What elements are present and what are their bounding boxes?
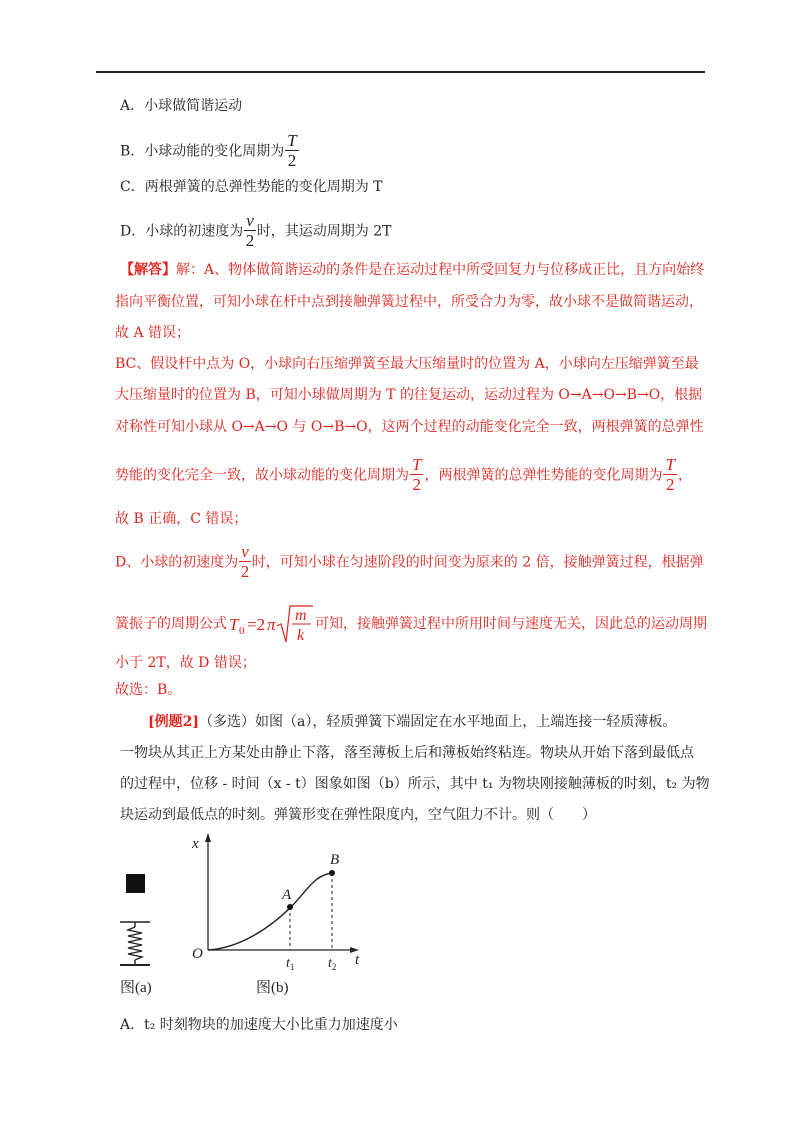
t2-label: $t_2$ — [328, 956, 337, 972]
frac-den: 2 — [665, 475, 675, 494]
answer-line-5: 大压缩量时的位置为 B，可知小球做周期为 T 的往复运动，运动过程为 O→A→O→B→O，根据 — [115, 387, 703, 403]
option-d-tail: 时，其运动周期为 2T — [256, 223, 392, 240]
block-shape — [126, 874, 145, 893]
spring-coil — [128, 927, 142, 960]
fraction-T-over-2 — [663, 456, 676, 495]
caption-a: 图(a) — [120, 980, 152, 996]
period-formula-svg — [227, 602, 315, 646]
example-line-4: 块运动到最低点的时刻。弹簧形变在弹性限度内，空气阻力不计。则（ ） — [120, 807, 596, 823]
frac-num: T — [287, 131, 297, 150]
formula-pi: π — [267, 615, 276, 634]
xt-curve — [208, 873, 332, 950]
frac-num: v — [246, 211, 254, 230]
answer-line-3: 故 A 错误； — [115, 325, 191, 341]
header-rule — [96, 71, 705, 73]
answer-line-12: 故选：B。 — [115, 682, 182, 698]
answer-text: 解：A、物体做简谐运动的条件是在运动过程中所受回复力与位移成正比，且方向始终 — [176, 262, 705, 278]
example-line-1 — [148, 713, 676, 731]
example-text: （多选）如图（a），轻质弹簧下端固定在水平地面上，上端连接一轻质薄板。 — [199, 714, 677, 730]
frac-num: T — [665, 455, 675, 474]
answer-text: 簧振子的周期公式 — [115, 616, 227, 632]
answer-line-6: 对称性可知小球从 O→A→O 与 O→B→O，这两个过程的动能变化完全一致，两根弹簧的总弹性 — [115, 419, 704, 435]
fraction-T-over-2 — [410, 456, 423, 495]
answer-line-7 — [115, 456, 692, 495]
frac-num: T — [412, 455, 422, 474]
answer-line-10 — [115, 602, 707, 646]
answer-line-1 — [120, 261, 704, 279]
option-c: C．两根弹簧的总弹性势能的变化周期为 T — [120, 179, 383, 195]
option-a: A．小球做简谐运动 — [120, 98, 243, 114]
frac-den: 2 — [287, 151, 297, 170]
t1-label: $t_1$ — [286, 956, 295, 972]
example-line-3: 的过程中，位移 - 时间（x - t）图象如图（b）所示，其中 t₁ 为物块刚接触薄板的时刻，t₂ 为物 — [120, 776, 710, 792]
fraction-v-over-2 — [244, 212, 256, 251]
xt-graph — [191, 833, 360, 972]
question-option-a: A．t₂ 时刻物块的加速度大小比重力加速度小 — [120, 1017, 398, 1033]
option-d-text: D．小球的初速度为 — [120, 223, 244, 240]
point-a-label: A — [282, 887, 292, 903]
point-b-label: B — [330, 852, 340, 868]
answer-text: ， — [677, 467, 692, 484]
frac-den: 2 — [412, 475, 421, 494]
answer-text: D、小球的初速度为 — [115, 554, 239, 571]
option-d — [120, 212, 391, 251]
answer-text: 可知，接触弹簧过程中所用时间与速度无关，因此总的运动周期 — [315, 616, 707, 632]
origin-label: O — [192, 946, 203, 962]
fraction-T-over-2 — [285, 132, 298, 171]
option-b-text: B．小球动能的变化周期为 — [120, 143, 285, 160]
option-b — [120, 132, 300, 171]
formula-sub-0: 0 — [239, 625, 245, 637]
frac-den: 2 — [245, 231, 255, 250]
answer-line-4: BC、假设杆中点为 O，小球向右压缩弹簧至最大压缩量时的位置为 A，小球向左压缩弹簧至最 — [115, 356, 699, 372]
answer-line-8: 故 B 正确，C 错误； — [115, 511, 248, 527]
x-axis-arrow — [205, 833, 211, 842]
answer-text: 时，可知小球在匀速阶段的时间变为原来的 2 倍，接触弹簧过程，根据弹 — [251, 554, 704, 571]
formula-eq: =2 — [247, 615, 266, 634]
period-formula — [227, 602, 315, 646]
frac-num: v — [241, 542, 249, 561]
caption-b: 图(b) — [256, 980, 289, 996]
answer-text: 势能的变化完全一致，故小球动能的变化周期为 — [115, 467, 409, 484]
x-axis-label: x — [192, 836, 199, 852]
figure-group — [110, 830, 370, 1000]
answer-line-2: 指向平衡位置，可知小球在杆中点到接触弹簧过程中，所受合力为零，故小球不是做简谐运动， — [115, 294, 703, 310]
example-tag: [例题2] — [148, 714, 199, 730]
answer-tag: 【解答】 — [120, 262, 176, 278]
answer-line-11: 小于 2T，故 D 错误； — [115, 655, 256, 671]
answer-text: ，两根弹簧的总弹性势能的变化周期为 — [424, 467, 663, 484]
spring-shape — [120, 922, 150, 965]
answer-line-9 — [115, 543, 704, 582]
formula-m: m — [295, 607, 307, 624]
frac-den: 2 — [240, 562, 250, 581]
fraction-v-over-2 — [239, 543, 251, 582]
formula-k: k — [297, 627, 305, 644]
t-axis-label: t — [355, 952, 360, 968]
example-line-2: 一物块从其正上方某处由静止下落，落至薄板上后和薄板始终粘连。物块从开始下落到最低点 — [120, 745, 694, 761]
formula-T: T — [229, 615, 239, 634]
